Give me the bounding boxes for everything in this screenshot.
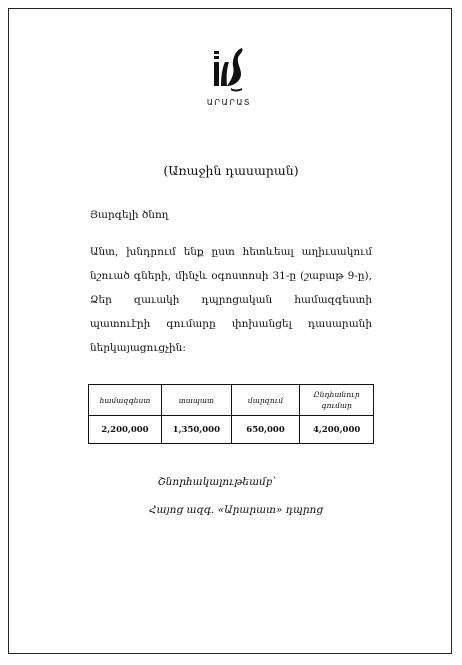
table-header-total: Ընդհանուր գումար [300, 385, 374, 416]
table-cell-sportswear: 650,000 [231, 416, 300, 444]
table-header-row [89, 385, 374, 416]
table-cell-trousers: 1,350,000 [161, 416, 231, 444]
table-header-uniform: համազգեստ [89, 385, 162, 416]
logo-wordmark: ԱՐԱՐԱՏ [206, 98, 252, 107]
table-header-sportswear: մարզում [231, 385, 300, 416]
table-row [89, 416, 374, 444]
fees-table [88, 384, 374, 444]
page-title: (Առաջին դասարան) [163, 163, 299, 178]
table-header-trousers: տապատ [161, 385, 231, 416]
table-cell-uniform: 2,200,000 [89, 416, 162, 444]
salutation: Յարգելի ծնող [90, 209, 169, 221]
body-text [90, 240, 372, 360]
table-cell-total: 4,200,000 [300, 416, 374, 444]
ararat-swan-logo-icon [211, 44, 247, 96]
signature-thanks: Շնորհակալութեամբ՝ [157, 476, 277, 488]
signature-school: Հայոց ազգ. «Արարատ» դպրոց [148, 504, 324, 516]
body-paragraph: Անտ, խնդրում ենք ըստ հետևեալ աղիւսակում նշուած գների, մինչև օգոստոսի 31-ը (շաբաթ 9-ը), Ձեր զաւակի դպրոցական համազգեստի պատուէրի գումարը փոխանցել դասարանի ներկայացուցչին: [90, 246, 372, 354]
